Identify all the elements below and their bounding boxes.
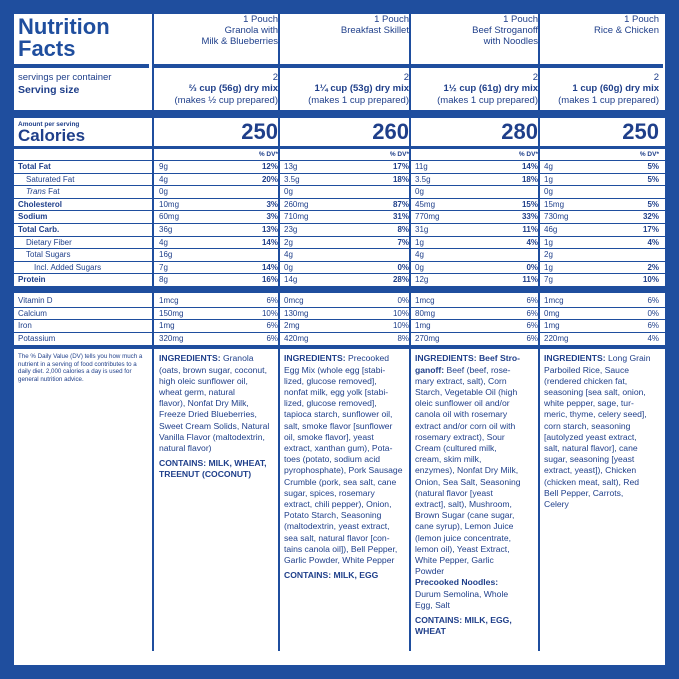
ingredients-line: white pepper, sage, tur- [544,398,634,409]
servings-value: 2 [403,72,409,83]
nutrient-dv: 28% [392,275,409,285]
vitamin-amount: 130mg [284,308,309,318]
ingredients-text: Beef (beef, rose- [444,364,511,375]
ingredients-line: oil, smoke flavor], yeast [284,431,374,442]
nutrient-amount: 7g [159,262,168,272]
vitamin-amount: 2mg [284,321,300,331]
vitamin-dv: 6% [526,296,538,305]
calories-value: 260 [372,119,409,144]
vitamin-amount: 1mg [544,321,560,331]
trans-suffix: Fat [48,187,60,197]
nutrient-dv: 31% [392,212,409,222]
trans-prefix: Trans [26,187,49,197]
row-rule [14,319,665,320]
nutrient-dv: 0% [397,262,409,272]
ingredients-heading: INGREDIENTS: Beef Stro- [415,353,521,364]
nutrient-amount: 260mg [284,199,309,209]
nutrient-amount: 1g [544,262,553,272]
ingredients-line: Celery [544,499,569,510]
ingredients-block [544,353,659,510]
row-label: Dietary Fiber [26,237,72,247]
ingredients-line: lemon oil), Yeast Extract, [415,543,510,554]
ingredients-line: sugar, spices, rosemary [284,487,375,498]
nutrient-amount: 45mg [415,199,436,209]
ingredients-line: extract, yeast]), Chicken [544,465,637,476]
ingredients-line: flavor), Nonfat Dry Milk, [159,398,249,409]
title-facts: Facts [18,36,76,61]
ingredients-line: Powder [415,566,445,577]
serving-size-value: 1 cup (60g) dry mix [572,83,659,94]
product-name: Beef Stroganoff [472,25,538,36]
vitamin-amount: 270mg [415,333,440,343]
ingredients-line: Crumble (pork, sea salt, cane [284,476,397,487]
nutrient-amount: 7g [544,275,553,285]
ingredients-heading: INGREDIENTS: [544,353,606,364]
nutrient-amount: 4g [159,174,168,184]
ingredients-line [159,353,278,364]
ingredients-line: Bell Pepper, Carrots, [544,487,624,498]
nutrient-dv: 3% [266,199,278,209]
allergen-statement: CONTAINS: MILK, WHEAT, [159,458,267,469]
nutrient-amount: 9g [159,162,168,171]
column-header-rule [279,64,413,68]
row-rule [14,248,665,249]
prepared-note: (makes 1 cup prepared) [437,95,538,106]
serving-size-label: Serving size [18,84,80,96]
ingredients-line: (rendered chicken fat, [544,375,628,386]
calories-rule [14,146,665,149]
row-rule [14,223,665,224]
vitamin-dv: 6% [647,321,659,331]
calories-label: Calories [18,126,86,145]
nutrient-amount: 12g [415,275,429,285]
ingredients-line: canola oil with rosemary [415,409,508,420]
ingredients-line: sugar, seasoning [yeast [544,454,635,465]
ingredients-line: tains canola oil]), Bell Pepper, [284,543,398,554]
ingredients-heading: INGREDIENTS: [284,353,346,364]
vitamin-amount: 1mcg [159,296,179,305]
row-rule [14,173,665,174]
row-label: Incl. Added Sugars [34,262,102,272]
dv-header: % DV* [258,151,278,158]
vitamin-dv: 6% [526,333,538,343]
ingredients-line: sea salt, natural flavor [con- [284,532,390,543]
header-rule [14,64,149,68]
dv-header: % DV* [639,151,659,158]
nutrient-amount: 770mg [415,212,440,222]
nutrient-amount: 0g [415,187,424,197]
vitamin-amount: 1mg [159,321,175,331]
row-label: Total Carb. [18,225,60,234]
nutrient-dv: 17% [642,225,659,234]
ingredients-line: Vanilla Flavor (maltodextrin, [159,431,265,442]
nutrient-amount: 8g [159,275,168,285]
vitamin-dv: 6% [266,333,278,343]
vitamin-dv: 6% [266,296,278,305]
nutrient-dv: 87% [392,199,409,209]
ingredients-line: (lemon juice concentrate, [415,532,512,543]
product-name: Granola with [224,25,278,36]
nutrient-amount: 2g [544,250,553,260]
nutrient-amount: 16g [159,250,173,260]
nutrient-amount: 14g [284,275,298,285]
vitamin-amount: 150mg [159,308,184,318]
nutrient-dv: 32% [642,212,659,222]
vitamin-dv: 8% [397,333,409,343]
amount-per-serving: Amount per serving [18,121,80,128]
nutrient-dv: 18% [392,174,409,184]
nutrient-dv: 4% [647,237,659,247]
nutrition-facts-panel [14,14,665,665]
servings-label: servings per container [18,72,112,83]
servings-value: 2 [272,72,278,83]
allergen-statement: CONTAINS: MILK, EGG [284,570,379,581]
prepared-note: (makes 1 cup prepared) [308,95,409,106]
nutrient-amount: 13g [284,162,298,171]
ingredients-line: Sweet Cream Solids, Natural [159,420,270,431]
vitamin-dv: 6% [526,308,538,318]
nutrient-amount: 3.5g [284,174,300,184]
nutrient-dv: 14% [521,162,538,171]
ingredients-line: natural flavor) [159,443,212,454]
nutrient-amount: 60mg [159,212,180,222]
ingredients-block [284,353,409,581]
row-rule [14,273,665,274]
title-nutrition: Nutrition [18,14,110,39]
vitamin-amount: 320mg [159,333,184,343]
nutrient-dv: 33% [521,212,538,222]
vitamin-amount: 1mg [415,321,431,331]
vitamin-dv: 10% [392,321,409,331]
servings-value: 2 [532,72,538,83]
product-name: with Noodles [483,36,538,47]
ingredients-line: extract and/or corn oil with [415,420,516,431]
ingredients-line: Egg Mix (whole egg [stabi- [284,364,386,375]
ingredients-line: oleic sunflower oil and/or [415,398,510,409]
column-header-rule [539,64,663,68]
vitamin-dv: 0% [397,296,409,305]
ingredients-line: corn starch, seasoning [544,420,631,431]
nutrient-amount: 4g [284,250,293,260]
ingredients-line: Potato Starch, Seasoning [284,510,382,521]
ingredients-line: lized, glucose removed], [284,398,377,409]
ingredients-block [415,353,538,637]
noodles-line: Egg, Salt [415,599,450,610]
nutrient-dv: 14% [261,262,278,272]
ingredients-line: [autolyzed yeast extract, [544,431,637,442]
ingredients-line: salt, natural flavor], cane [544,443,638,454]
row-label: Iron [18,321,32,331]
ingredients-line: tapioca starch, sunflower oil, [284,409,393,420]
serving-size-value: 1¼ cup (53g) dry mix [314,83,409,94]
noodles-line: Durum Semolina, Whole [415,588,509,599]
nutrient-dv: 12% [261,162,278,171]
ingredients-line: cream, skim milk, [415,454,482,465]
ingredients-line: nonfat milk, egg yolk [stabi- [284,387,389,397]
nutrient-amount: 11g [415,162,428,171]
pouch-label: 1 Pouch [374,14,409,25]
nutrient-amount: 31g [415,225,429,234]
row-label: Vitamin D [18,296,53,305]
product-name: Breakfast Skillet [340,25,409,36]
nutrient-amount: 1g [544,174,553,184]
vitamin-amount: 0mg [544,308,560,318]
ingredients-line [544,353,659,364]
ingredients-line: White Pepper, Garlic [415,555,494,566]
allergen-statement: TREENUT (COCONUT) [159,469,252,480]
row-label-trans-fat [26,187,60,196]
ingredients-line: extract, chili pepper), Onion, [284,499,392,510]
nutrient-dv: 11% [522,275,538,285]
ingredients-line: extract, xanthan gum), Pota- [284,443,393,454]
ingredients-line [415,353,538,364]
noodles-heading: Precooked Noodles: [415,577,499,588]
row-rule [14,332,665,333]
nutrient-amount: 15mg [544,199,565,209]
nutrient-dv: 17% [392,162,409,171]
nutrient-dv: 14% [261,237,278,247]
nutrient-amount: 3.5g [415,174,431,184]
row-label: Sodium [18,212,48,222]
ingredients-line: enzymes), Nonfat Dry Milk, [415,465,519,476]
nutrient-dv: 18% [521,174,538,184]
vitamin-dv: 6% [647,296,659,305]
row-label: Total Fat [18,162,51,171]
nutrient-dv: 8% [397,225,409,234]
serving-size-rule [14,110,665,118]
serving-size-value: 1½ cup (61g) dry mix [443,83,538,94]
ingredients-line: Cream (cultured milk, [415,443,497,454]
nutrient-amount: 0g [415,262,424,272]
vitamin-amount: 420mg [284,333,309,343]
ingredients-text: Long Grain [605,353,651,364]
ingredients-line: (chicken meat, salt), Red [544,476,640,487]
ingredients-text: Granola [220,353,254,364]
row-rule [14,236,665,237]
nutrient-amount: 730mg [544,212,569,222]
ingredients-line [415,365,538,376]
row-rule [14,160,665,161]
nutrient-amount: 23g [284,225,298,234]
vitamin-dv: 4% [647,333,659,343]
ingredients-line: lized, glucose removed], [284,375,377,386]
ingredients-rule [14,345,665,349]
nutrient-dv: 11% [522,225,538,234]
nutrient-dv: 20% [261,174,278,184]
nutrient-dv: 16% [261,275,278,285]
nutrient-dv: 4% [526,237,538,247]
row-label: Potassium [18,333,56,343]
ingredients-line: salt, smoke flavor [sunflower [284,420,393,431]
nutrient-dv: 15% [521,199,538,209]
ingredients-line: Freeze Dried Blueberries, [159,409,257,420]
ingredients-block [159,353,278,480]
ingredients-line: cane syrup), Lemon Juice [415,521,514,532]
nutrient-dv: 13% [261,225,278,234]
nutrient-amount: 0g [284,187,293,197]
vitamin-dv: 10% [392,308,409,318]
ingredients-line: seasoning [sea salt, onion, [544,387,646,397]
row-rule [14,261,665,262]
vitamins-rule [14,286,665,293]
ingredients-line [284,353,409,364]
pouch-label: 1 Pouch [624,14,659,25]
column-header-rule [410,64,542,68]
ingredients-line: high oleic sunflower oil, [159,375,248,386]
ingredients-line: (natural flavor [yeast [415,487,493,498]
ingredients-heading: ganoff: [415,364,445,375]
prepared-note: (makes ½ cup prepared) [174,95,278,106]
row-rule [14,185,665,186]
ingredients-line: toes (potato, sodium acid [284,454,381,465]
row-rule [14,198,665,199]
nutrient-amount: 46g [544,225,558,234]
dv-header: % DV* [389,151,409,158]
ingredients-line: Starch, Vegetable Oil (high [415,387,518,397]
ingredients-line: Garlic Powder, White Pepper [284,555,395,566]
pouch-label: 1 Pouch [243,14,278,25]
row-label: Total Sugars [26,250,71,260]
nutrient-amount: 0g [159,187,168,197]
product-name: Rice & Chicken [594,25,659,36]
ingredients-line: rosemary extract), Sour [415,431,505,442]
calories-value: 280 [501,119,538,144]
nutrient-amount: 4g [544,162,553,171]
serving-size-value: ⅔ cup (56g) dry mix [188,83,278,94]
row-label: Cholesterol [18,199,63,209]
ingredients-line: (oats, brown sugar, coconut, [159,364,267,375]
nutrient-amount: 2g [284,237,293,247]
vitamin-amount: 80mg [415,308,436,318]
column-header-rule [154,64,282,68]
nutrient-amount: 1g [415,237,424,247]
nutrient-dv: 10% [642,275,659,285]
vitamin-amount: 220mg [544,333,569,343]
nutrient-dv: 5% [647,162,659,171]
servings-value: 2 [653,72,659,83]
row-rule [14,307,665,308]
row-rule [14,210,665,211]
ingredients-line: Onion, Sea Salt, Seasoning [415,476,521,487]
vitamin-amount: 0mcg [284,296,304,305]
vitamin-dv: 6% [526,321,538,331]
nutrient-amount: 0g [284,262,293,272]
nutrient-dv: 2% [647,262,659,272]
vitamin-amount: 1mcg [544,296,564,305]
pouch-label: 1 Pouch [503,14,538,25]
vitamin-dv: 0% [647,308,659,318]
dv-header: % DV* [518,151,538,158]
ingredients-line: meric, thyme, celery seed], [544,409,647,420]
ingredients-line: Parboiled Rice, Sauce [544,364,630,375]
nutrient-amount: 710mg [284,212,309,222]
vitamin-amount: 1mcg [415,296,435,305]
nutrient-dv: 3% [266,212,278,222]
ingredients-line: extract], salt), Mushroom, [415,499,512,510]
footnote: The % Daily Value (DV) tells you how much a nutrient in a serving of food contributes to a daily diet. 2,000 calories a day is used for general nutrition advice. [18,353,143,383]
ingredients-heading: INGREDIENTS: [159,353,221,364]
row-label: Protein [18,275,46,285]
allergen-statement: CONTAINS: MILK, EGG, [415,615,512,626]
ingredients-line: mary extract, salt), Corn [415,375,507,386]
calories-value: 250 [241,119,278,144]
ingredients-line: pyrophosphate), Pork Sausage [284,465,403,476]
allergen-statement: WHEAT [415,626,446,637]
row-label: Saturated Fat [26,174,75,184]
prepared-note: (makes 1 cup prepared) [558,95,659,106]
nutrient-dv: 0% [526,262,538,272]
nutrient-amount: 36g [159,225,173,234]
ingredients-line: Brown Sugar (cane sugar, [415,510,515,521]
product-name: Milk & Blueberries [201,36,278,47]
nutrient-amount: 10mg [159,199,180,209]
nutrient-amount: 4g [159,237,168,247]
row-label: Calcium [18,308,47,318]
nutrient-amount: 4g [415,250,424,260]
nutrient-dv: 5% [647,199,659,209]
nutrient-dv: 5% [647,174,659,184]
ingredients-line: wheat germ, natural [159,387,235,397]
nutrient-amount: 0g [544,187,553,197]
ingredients-text: Precooked [345,353,390,364]
vitamin-dv: 6% [266,321,278,331]
vitamin-dv: 10% [261,308,278,318]
ingredients-line: (maltodextrin, yeast extract, [284,521,390,532]
calories-value: 250 [622,119,659,144]
nutrient-amount: 1g [544,237,553,247]
nutrient-dv: 7% [397,237,409,247]
